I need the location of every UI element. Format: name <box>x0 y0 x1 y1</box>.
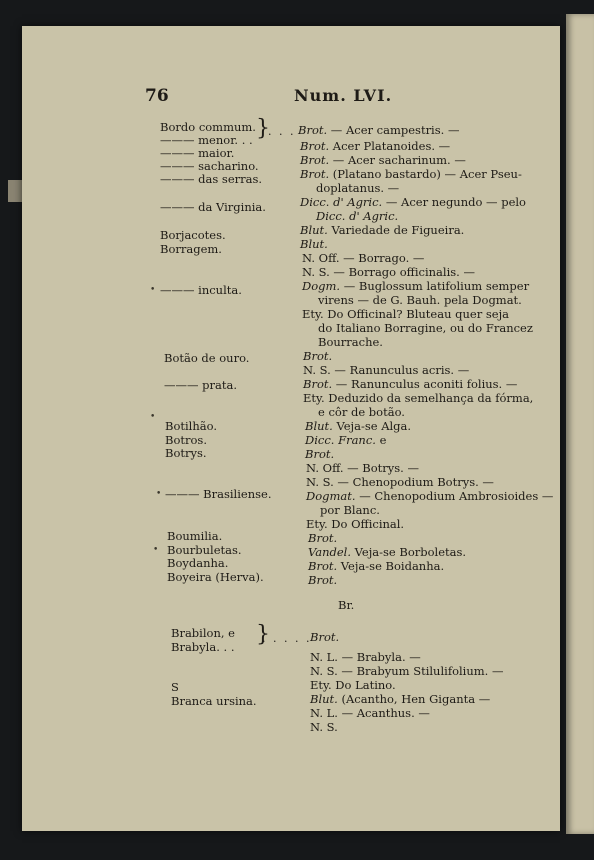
entry-right: Ety. Deduzido da semelhança da fórma, <box>303 391 534 405</box>
entry-right: do Italiano Borragine, ou do Francez <box>318 321 533 335</box>
entry-left: Borjacotes. <box>160 228 226 242</box>
entry-right: N. Off. — Borrago. — <box>302 251 425 265</box>
entry-right: doplatanus. — <box>316 181 400 195</box>
page-header: Num. LVI. <box>294 86 393 105</box>
entry-right: N. L. — Acanthus. — <box>310 706 430 720</box>
entry-left: Boyeira (Herva). <box>167 570 264 584</box>
entry-right: Ety. Do Officinal? Bluteau quer seja <box>302 307 509 321</box>
brace: } <box>256 622 270 647</box>
book-page <box>22 26 560 831</box>
entry-right: N. L. — Brabyla. — <box>310 650 421 664</box>
entry-right: Blut. (Acantho, Hen Giganta — <box>310 692 491 706</box>
entry-right: Dogm. — Buglossum latifolium semper <box>302 279 530 293</box>
entry-left: ——— prata. <box>164 378 238 392</box>
entry-right: Bourrache. <box>318 335 383 349</box>
entry-right: Ety. Do Officinal. <box>306 517 405 531</box>
entry-left: S <box>171 680 179 694</box>
entry-right: N. S. — Ranunculus acris. — <box>303 363 470 377</box>
margin-mark: • <box>153 545 159 555</box>
entry-left: ——— inculta. <box>160 283 242 297</box>
entry-right: Dicc. d' Agric. <box>316 209 399 223</box>
entry-right: Brot. <box>308 573 338 587</box>
next-page-edge <box>566 14 594 834</box>
margin-mark: • <box>156 489 162 499</box>
entry-right: Brot. (Platano bastardo) — Acer Pseu- <box>300 167 522 181</box>
entry-left: Bordo commum. <box>160 120 256 134</box>
entry-right: Brot. — Acer sacharinum. — <box>300 153 466 167</box>
brace: } <box>256 116 270 141</box>
margin-mark: • <box>150 285 156 295</box>
section-letters: Br. <box>338 598 355 612</box>
entry-left: Brabyla. . . <box>171 640 235 654</box>
entry-right: Brot. <box>305 447 335 461</box>
entry-left: ——— sacharino. <box>160 159 259 173</box>
entry-right: Ety. Do Latino. <box>310 678 396 692</box>
entry-right: Brot. Acer Platanoides. — <box>300 139 451 153</box>
entry-right: virens — de G. Bauh. pela Dogmat. <box>318 293 522 307</box>
entry-left: ——— das serras. <box>160 172 263 186</box>
margin-mark: • <box>150 412 156 422</box>
entry-right: Dicc. Franc. e <box>305 433 387 447</box>
page-number: 76 <box>145 86 169 106</box>
entry-right: Blut. Veja-se Alga. <box>305 419 412 433</box>
leader-dots: . . . <box>268 125 296 138</box>
entry-right: N. S. — Chenopodium Botrys. — <box>306 475 494 489</box>
entry-right: Vandel. Veja-se Borboletas. <box>308 545 467 559</box>
entry-right: Dogmat. — Chenopodium Ambrosioides — <box>306 489 554 503</box>
entry-left: Borragem. <box>160 242 222 256</box>
entry-left: ——— da Virginia. <box>160 200 266 214</box>
entry-right: Brot. — Acer campestris. — <box>298 123 460 137</box>
entry-right: N. S. <box>310 720 338 734</box>
entry-right: Brot. <box>303 349 333 363</box>
entry-left: Brabilon, e <box>171 626 235 640</box>
entry-left: Botão de ouro. <box>164 351 250 365</box>
entry-left: ——— menor. . . <box>160 133 253 147</box>
entry-right: N. Off. — Botrys. — <box>306 461 419 475</box>
entry-right: N. S. — Brabyum Stilulifolium. — <box>310 664 504 678</box>
entry-left: Botilhão. <box>165 419 217 433</box>
entry-right: Dicc. d' Agric. — Acer negundo — pelo <box>300 195 526 209</box>
entry-right: N. S. — Borrago officinalis. — <box>302 265 475 279</box>
entry-left: Boydanha. <box>167 556 229 570</box>
entry-right: e côr de botão. <box>318 405 405 419</box>
entry-left: Boumilia. <box>167 529 223 543</box>
entry-left: Branca ursina. <box>171 694 257 708</box>
entry-right: por Blanc. <box>320 503 380 517</box>
entry-right: Brot. Veja-se Boidanha. <box>308 559 445 573</box>
leader-dots: . . . . . <box>262 632 312 645</box>
entry-left: ——— maior. <box>160 146 235 160</box>
entry-right: Brot. <box>310 630 340 644</box>
entry-right: Brot. — Ranunculus aconiti folius. — <box>303 377 518 391</box>
entry-left: Bourbuletas. <box>167 543 242 557</box>
entry-right: Blut. Variedade de Figueira. <box>300 223 465 237</box>
entry-right: Brot. <box>308 531 338 545</box>
entry-left: ——— Brasiliense. <box>165 487 272 501</box>
entry-left: Botros. <box>165 433 207 447</box>
entry-right: Blut. <box>300 237 328 251</box>
entry-left: Botrys. <box>165 446 207 460</box>
